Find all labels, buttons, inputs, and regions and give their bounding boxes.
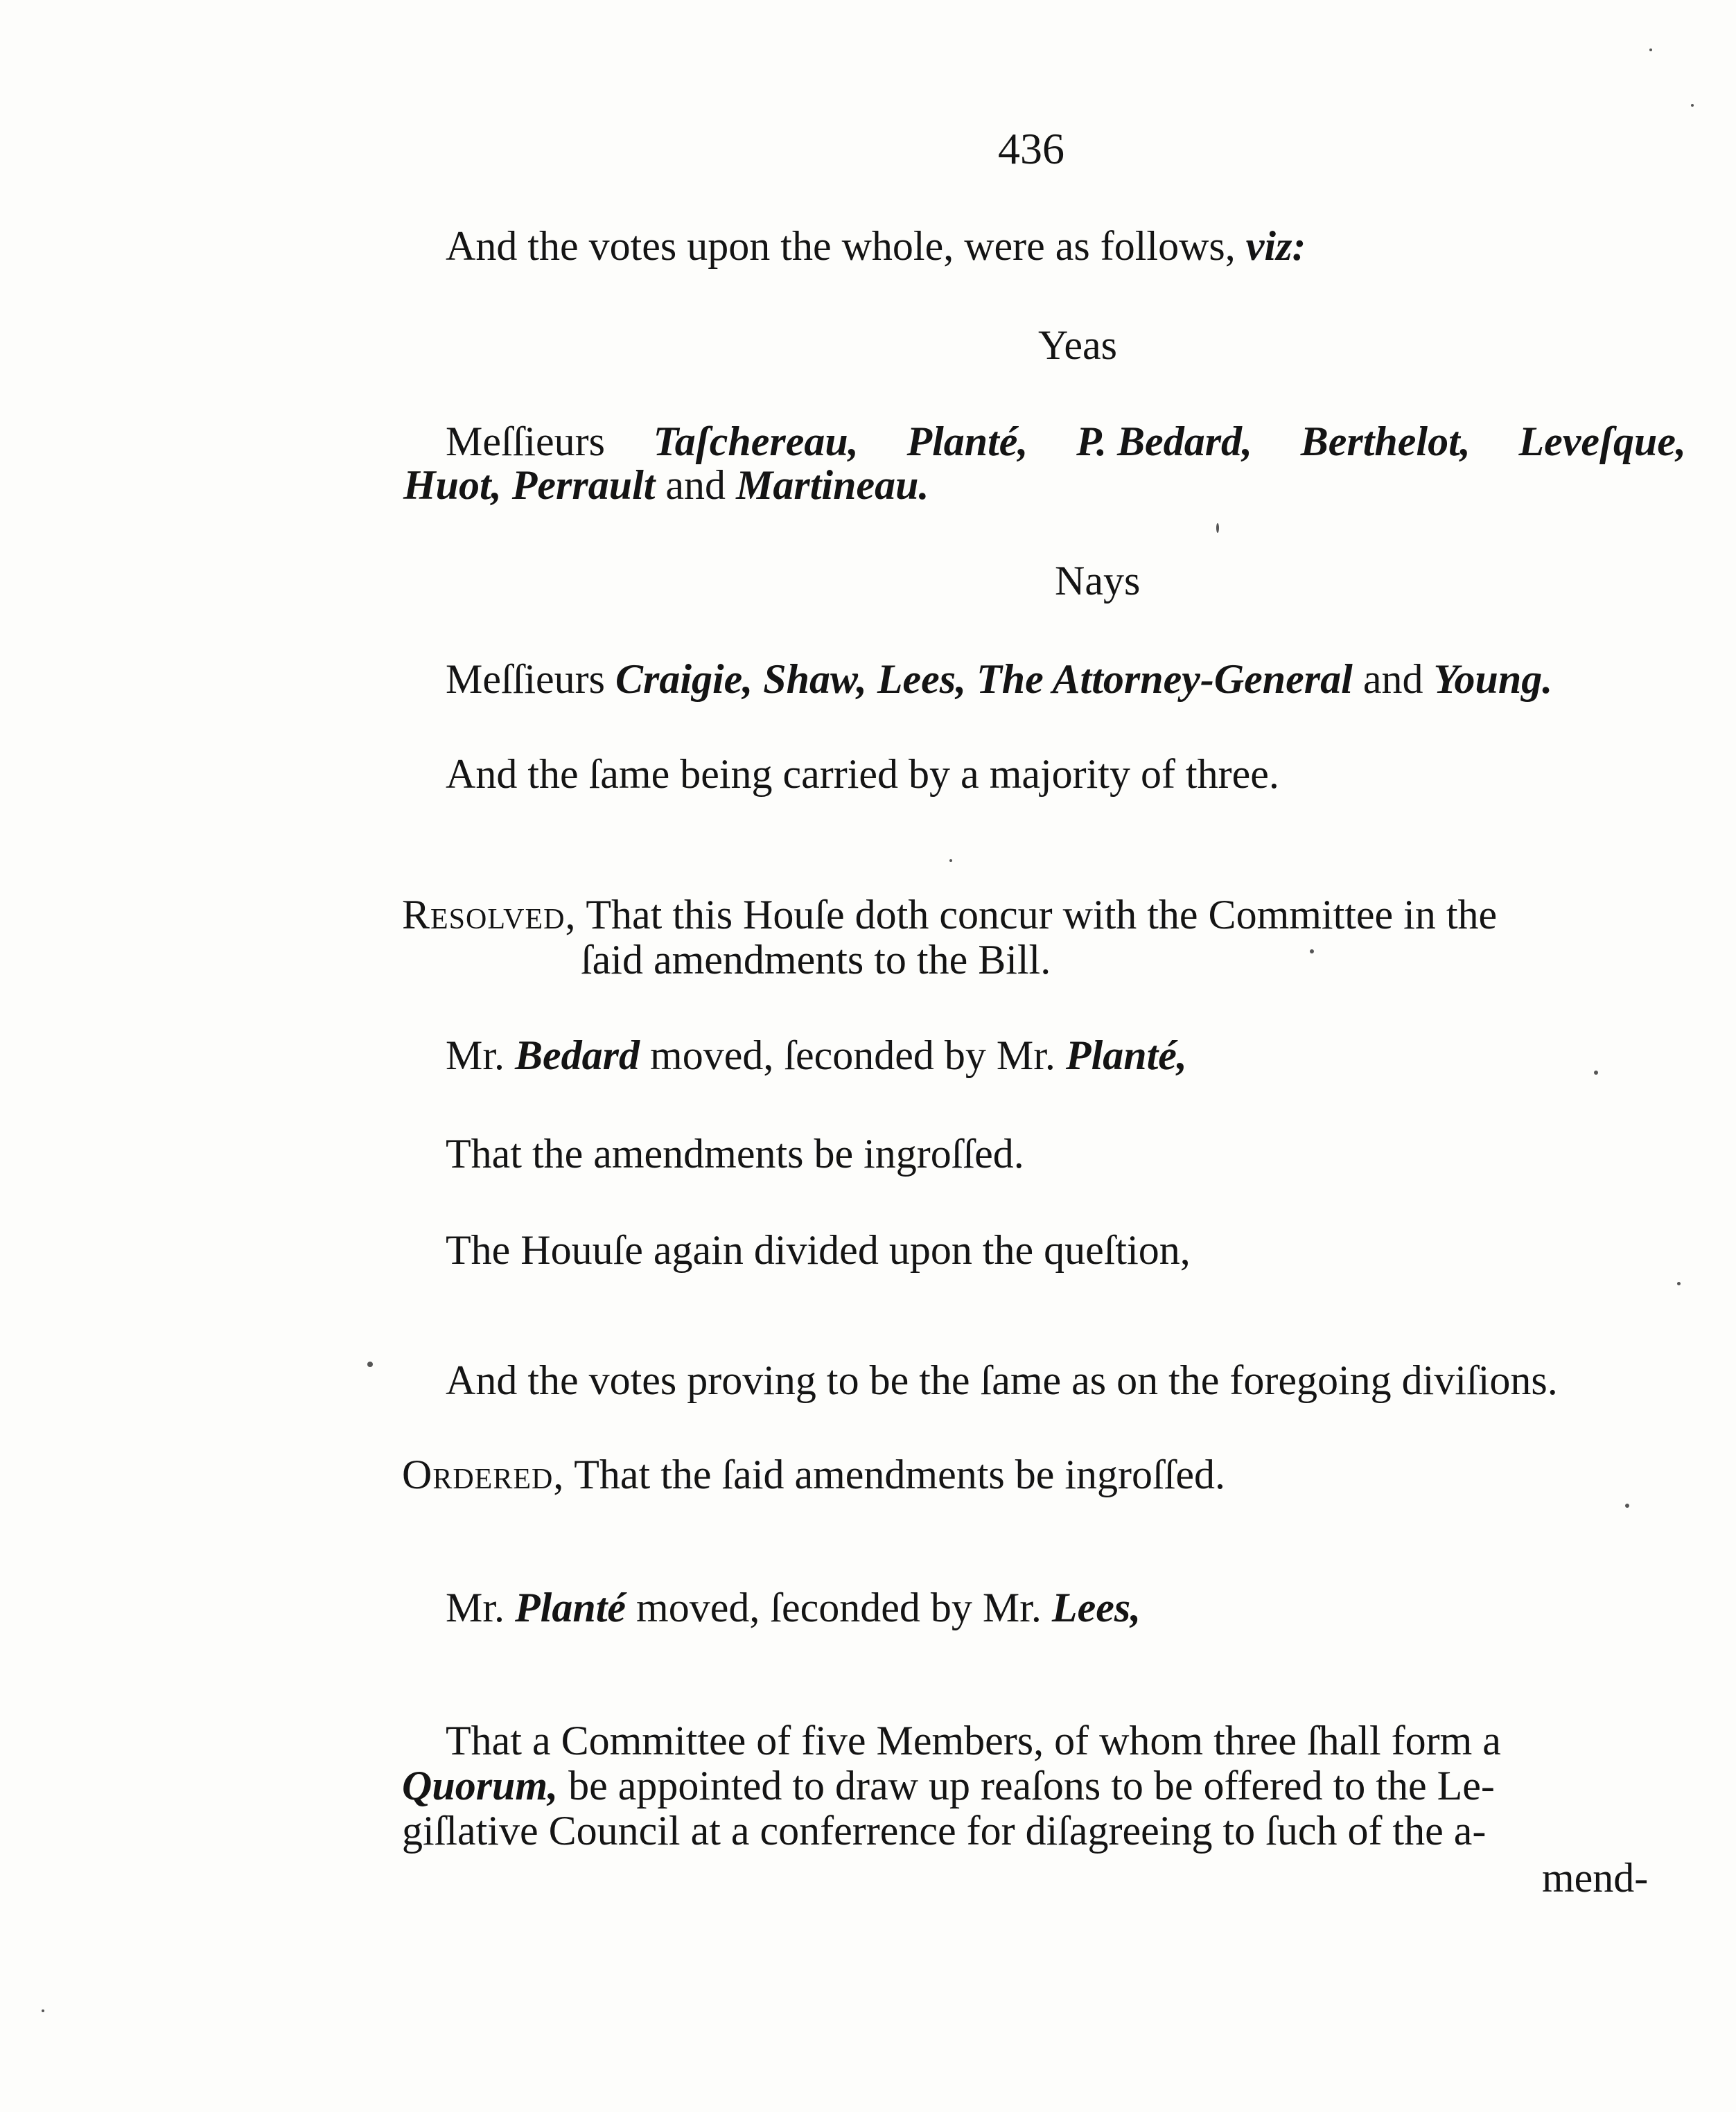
scan-speck [1625,1504,1629,1508]
committee-para-line-3: giſlative Council at a conferrence for diſagreeing to ſuch of the a- [402,1808,1487,1854]
page-number: 436 [998,124,1064,173]
scan-speck [42,2009,44,2012]
yeas-names-line-2: Huot, Perrault and Martineau. [403,462,929,508]
scan-speck [949,859,952,862]
ordered-statement: Ordered, That the ſaid amendments be ingroſſed. [402,1452,1225,1497]
committee-para-line-1: That a Committee of five Members, of whom three ſhall form a [446,1718,1501,1763]
yeas-names-line-1: Meſſieurs Taſchereau, Planté, P. Bedard, Berthelot, Leveſque, [446,419,1686,464]
motion-bedard: Mr. Bedard moved, ſeconded by Mr. Planté, [446,1032,1187,1078]
scan-speck [1677,1282,1681,1285]
scan-speck [1691,104,1694,107]
carried-statement: And the ſame being carried by a majority of three. [446,751,1279,797]
resolved-line-1: Resolved, That this Houſe doth concur with the Committee in the [402,892,1498,938]
votes-proving: And the votes proving to be the ſame as on the foregoing diviſions. [446,1357,1558,1403]
scan-speck [1594,1071,1598,1075]
resolved-line-2: ſaid amendments to the Bill. [581,937,1051,983]
scan-speck [1216,523,1219,533]
scan-speck [1649,49,1652,51]
committee-para-line-2: Quorum, be appointed to draw up reaſons to be offered to the Le- [402,1763,1495,1809]
nays-heading: Nays [1055,558,1141,604]
scan-speck [367,1362,373,1367]
motion-plante: Mr. Planté moved, ſeconded by Mr. Lees, [446,1585,1141,1630]
votes-intro: And the votes upon the whole, were as follows, viz: [446,223,1306,269]
yeas-heading: Yeas [1038,322,1117,368]
nays-names: Meſſieurs Craigie, Shaw, Lees, The Attorney-General and Young. [446,656,1553,702]
catchword: mend- [1542,1855,1649,1901]
house-divided: The Houuſe again divided upon the queſtion, [446,1227,1191,1273]
scan-speck [1310,949,1314,953]
amendments-ingrossed: That the amendments be ingroſſed. [446,1131,1024,1177]
